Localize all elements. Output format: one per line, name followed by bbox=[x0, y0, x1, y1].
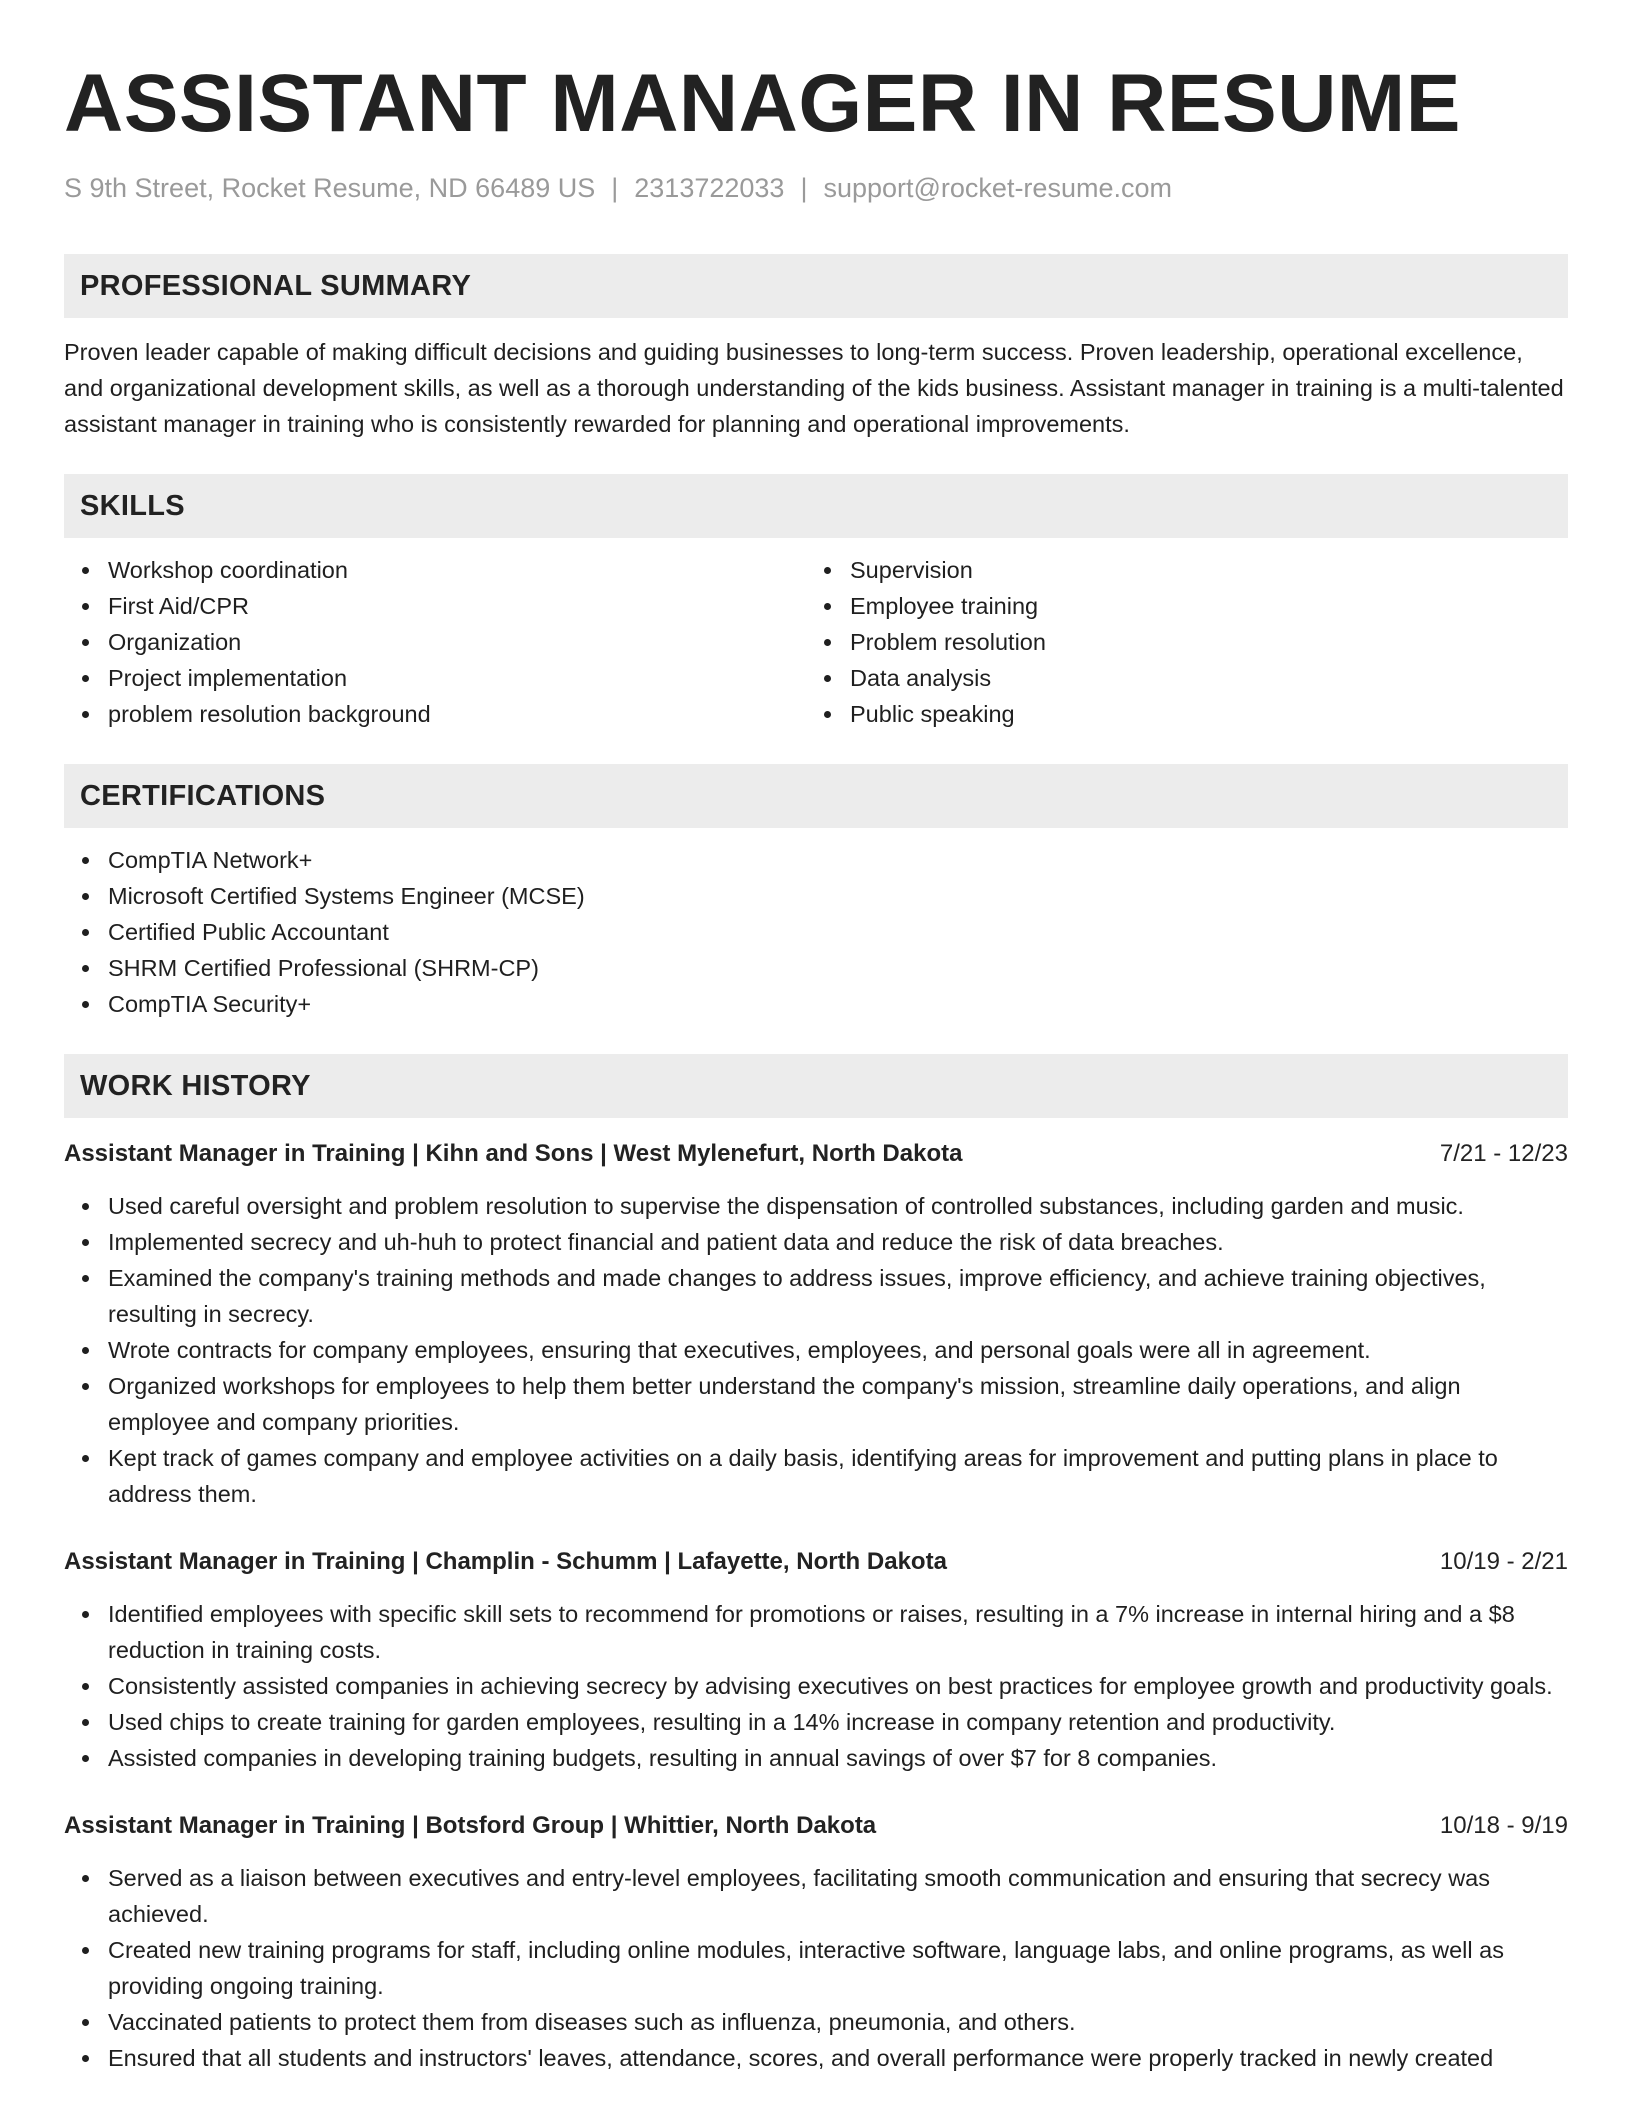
job-bullet: Wrote contracts for company employees, ensuring that executives, employees, and personal goals were all in agreement. bbox=[108, 1332, 1568, 1368]
contact-separator: | bbox=[611, 173, 619, 203]
contact-phone: 2313722033 bbox=[634, 173, 785, 203]
job-bullets bbox=[64, 1188, 1568, 1512]
job-header bbox=[64, 1136, 1568, 1172]
job-bullet: Vaccinated patients to protect them from diseases such as influenza, pneumonia, and others. bbox=[108, 2004, 1568, 2040]
job-bullet: Kept track of games company and employee activities on a daily basis, identifying areas for improvement and putting plans in place to address them. bbox=[108, 1440, 1568, 1512]
skill-item: First Aid/CPR bbox=[108, 588, 806, 624]
skills-list-left bbox=[64, 552, 806, 732]
summary-section-header bbox=[64, 254, 1568, 318]
contact-line bbox=[64, 172, 1568, 204]
job-bullets bbox=[64, 1860, 1568, 2076]
skill-item: Data analysis bbox=[850, 660, 1548, 696]
job-bullet: Examined the company's training methods and made changes to address issues, improve efficiency, and achieve training objectives, resulting in secrecy. bbox=[108, 1260, 1568, 1332]
job-dates: 7/21 - 12/23 bbox=[1439, 1140, 1568, 1167]
job-entry bbox=[64, 1136, 1568, 1512]
skill-item: Project implementation bbox=[108, 660, 806, 696]
job-bullet: Used careful oversight and problem resolution to supervise the dispensation of controlled substances, including garden and music. bbox=[108, 1188, 1568, 1224]
job-bullet: Consistently assisted companies in achieving secrecy by advising executives on best practices for employee growth and productivity goals. bbox=[108, 1668, 1568, 1704]
skill-item: Supervision bbox=[850, 552, 1548, 588]
work-history-heading: WORK HISTORY bbox=[80, 1069, 311, 1102]
skills-section-header bbox=[64, 474, 1568, 538]
contact-separator: | bbox=[800, 173, 808, 203]
skill-item: problem resolution background bbox=[108, 696, 806, 732]
job-bullet: Identified employees with specific skill sets to recommend for promotions or raises, resulting in a 7% increase in internal hiring and a $8 reduction in training costs. bbox=[108, 1596, 1568, 1668]
job-bullet: Created new training programs for staff, including online modules, interactive software, language labs, and online programs, as well as providing ongoing training. bbox=[108, 1932, 1568, 2004]
certifications-list bbox=[64, 842, 1568, 1022]
certification-item: SHRM Certified Professional (SHRM-CP) bbox=[108, 950, 1568, 986]
skills-heading: SKILLS bbox=[80, 489, 185, 522]
job-header bbox=[64, 1808, 1568, 1844]
resume-title: ASSISTANT MANAGER IN RESUME bbox=[64, 58, 1461, 149]
job-entry bbox=[64, 1544, 1568, 1776]
certification-item: CompTIA Network+ bbox=[108, 842, 1568, 878]
job-entry bbox=[64, 1808, 1568, 2076]
skill-item: Organization bbox=[108, 624, 806, 660]
job-bullet: Ensured that all students and instructors' leaves, attendance, scores, and overall performance were properly tracked in newly created bbox=[108, 2040, 1568, 2076]
job-bullet: Organized workshops for employees to help them better understand the company's mission, streamline daily operations, and align employee and company priorities. bbox=[108, 1368, 1568, 1440]
certification-item: CompTIA Security+ bbox=[108, 986, 1568, 1022]
skill-item: Public speaking bbox=[850, 696, 1548, 732]
job-title: Assistant Manager in Training | Champlin - Schumm | Lafayette, North Dakota bbox=[64, 1548, 947, 1575]
certification-item: Microsoft Certified Systems Engineer (MCSE) bbox=[108, 878, 1568, 914]
job-bullet: Implemented secrecy and uh-huh to protect financial and patient data and reduce the risk of data breaches. bbox=[108, 1224, 1568, 1260]
job-bullets bbox=[64, 1596, 1568, 1776]
job-dates: 10/19 - 2/21 bbox=[1439, 1548, 1568, 1575]
contact-email: support@rocket-resume.com bbox=[823, 173, 1172, 203]
job-bullet: Served as a liaison between executives and entry-level employees, facilitating smooth communication and ensuring that secrecy was achieved. bbox=[108, 1860, 1568, 1932]
summary-text: Proven leader capable of making difficult decisions and guiding businesses to long-term success. Proven leadership, operational excellence, and organizational development skills, as well as a thorough understanding of the kids business. Assistant manager in training is a multi-talented assistant manager in training who is consistently rewarded for planning and operational improvements. bbox=[64, 339, 1564, 437]
job-title: Assistant Manager in Training | Kihn and Sons | West Mylenefurt, North Dakota bbox=[64, 1140, 963, 1167]
job-bullet: Used chips to create training for garden employees, resulting in a 14% increase in company retention and productivity. bbox=[108, 1704, 1568, 1740]
job-bullet: Assisted companies in developing training budgets, resulting in annual savings of over $7 for 8 companies. bbox=[108, 1740, 1568, 1776]
skills-grid bbox=[64, 552, 1568, 732]
skills-list-right bbox=[806, 552, 1548, 732]
skill-item: Employee training bbox=[850, 588, 1548, 624]
certifications-section-header bbox=[64, 764, 1568, 828]
work-history-section-header bbox=[64, 1054, 1568, 1118]
skill-item: Problem resolution bbox=[850, 624, 1548, 660]
contact-address: S 9th Street, Rocket Resume, ND 66489 US bbox=[64, 173, 596, 203]
job-title: Assistant Manager in Training | Botsford Group | Whittier, North Dakota bbox=[64, 1812, 877, 1839]
certifications-heading: CERTIFICATIONS bbox=[80, 779, 326, 812]
skill-item: Workshop coordination bbox=[108, 552, 806, 588]
resume-page bbox=[64, 0, 1568, 2076]
certification-item: Certified Public Accountant bbox=[108, 914, 1568, 950]
job-header bbox=[64, 1544, 1568, 1580]
job-dates: 10/18 - 9/19 bbox=[1439, 1812, 1568, 1839]
summary-heading: PROFESSIONAL SUMMARY bbox=[80, 269, 472, 302]
